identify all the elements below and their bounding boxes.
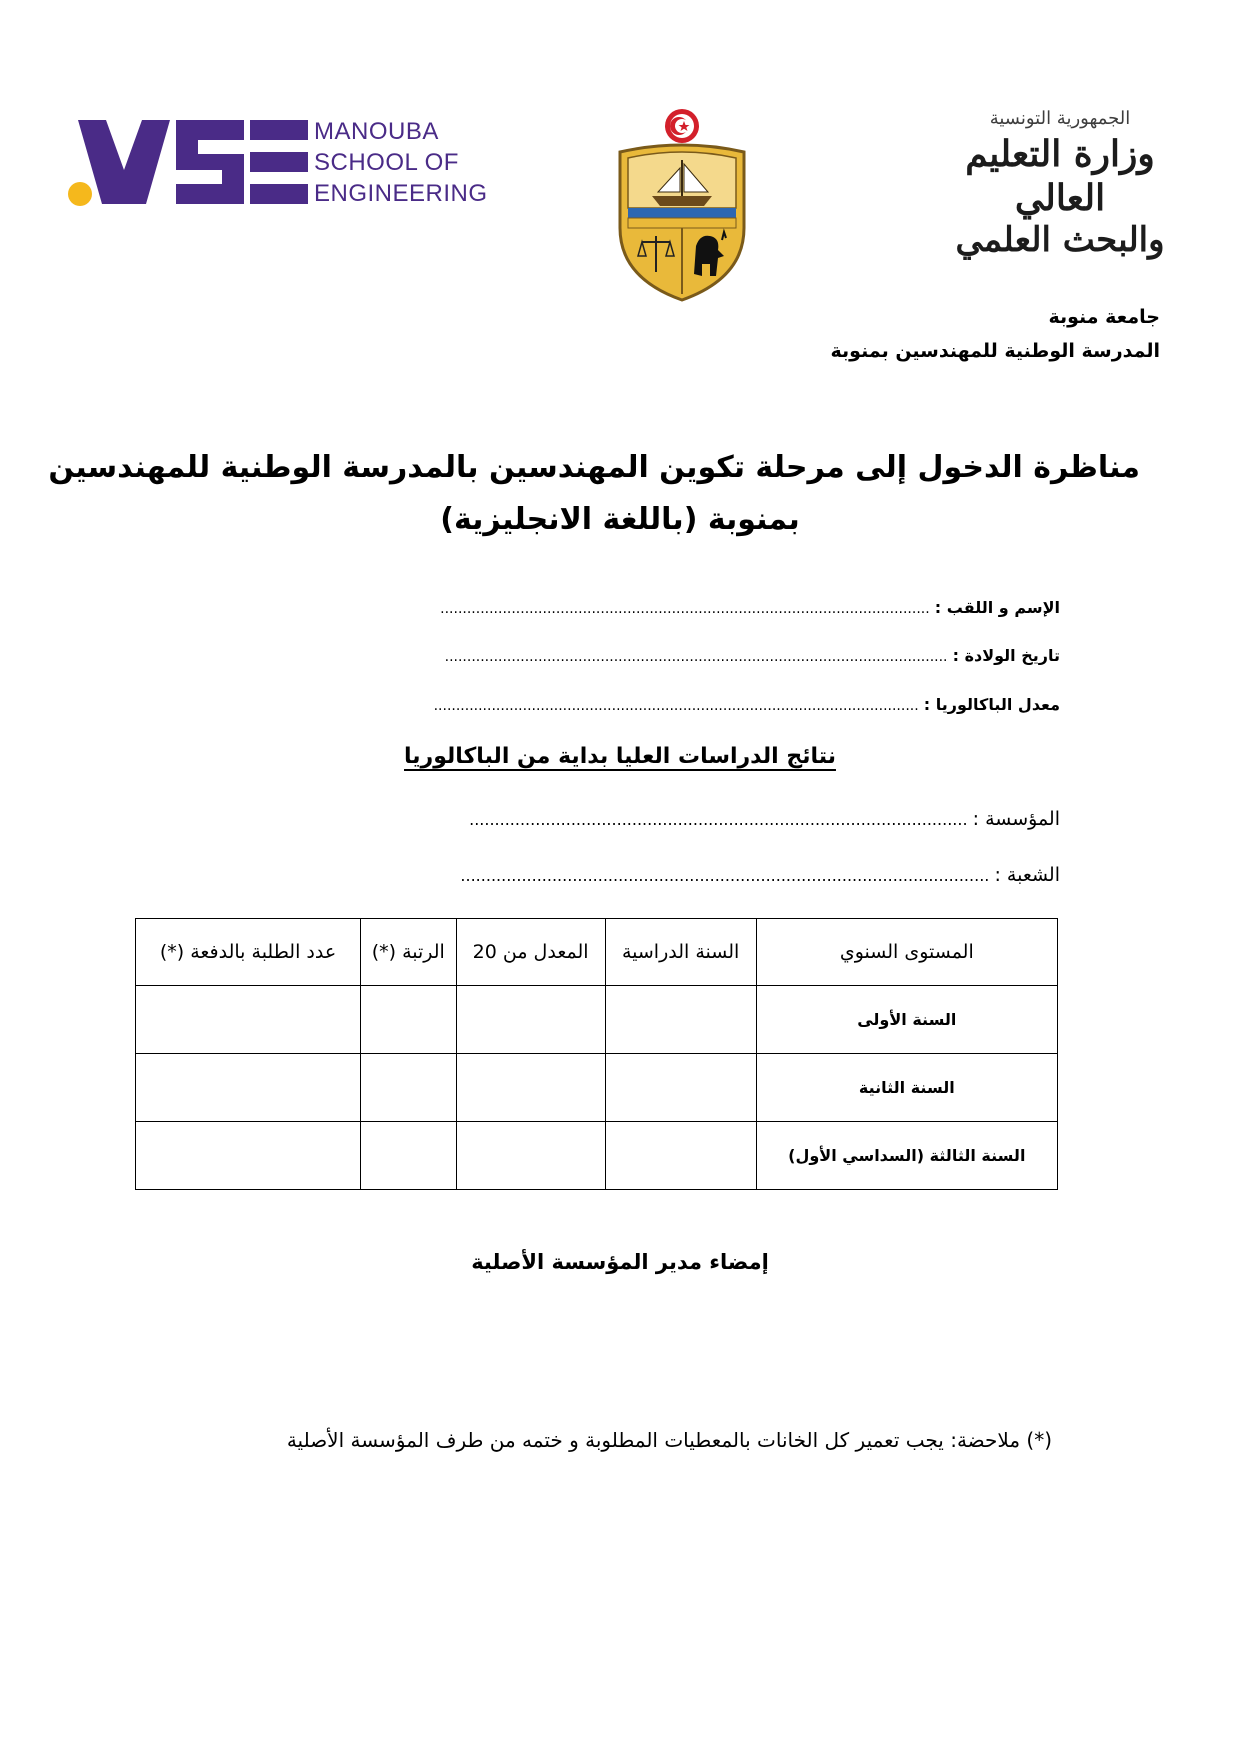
school-name: المدرسة الوطنية للمهندسين بمنوبة bbox=[830, 340, 1160, 362]
bac-average-dots: ............................................................................................................. bbox=[433, 698, 919, 714]
table-row bbox=[136, 986, 1058, 1054]
logo-line-2: SCHOOL OF bbox=[314, 149, 459, 176]
ministry-header bbox=[930, 106, 1190, 276]
name-dots: .............................................................................................................. bbox=[440, 601, 930, 617]
cell-rank[interactable] bbox=[361, 1122, 456, 1190]
name-label: الإسم و اللقب : bbox=[934, 598, 1060, 617]
header-rank: الرتبة (*) bbox=[361, 919, 456, 986]
header-level: المستوى السنوي bbox=[756, 919, 1057, 986]
page-title: مناظرة الدخول إلى مرحلة تكوين المهندسين بالمدرسة الوطنية للمهندسين bbox=[48, 450, 1140, 485]
branch-dots: ........................................................................................................ bbox=[460, 866, 990, 885]
section-heading-text: نتائج الدراسات العليا بداية من الباكالوريا bbox=[404, 744, 836, 769]
header-student-count: عدد الطلبة بالدفعة (*) bbox=[136, 919, 361, 986]
university-name: جامعة منوبة bbox=[1048, 306, 1160, 328]
table-row bbox=[136, 1122, 1058, 1190]
school-logo bbox=[68, 112, 528, 222]
cell-academic-year[interactable] bbox=[605, 986, 756, 1054]
logo-line-3: ENGINEERING bbox=[314, 180, 488, 207]
institution-field[interactable] bbox=[469, 808, 1060, 830]
branch-field[interactable] bbox=[460, 864, 1060, 886]
cell-academic-year[interactable] bbox=[605, 1122, 756, 1190]
row-level: السنة الأولى bbox=[756, 986, 1057, 1054]
bac-average-field[interactable] bbox=[434, 695, 1060, 714]
bac-average-label: معدل الباكالوريا : bbox=[923, 695, 1060, 714]
branch-label: الشعبة : bbox=[994, 864, 1060, 886]
institution-label: المؤسسة : bbox=[972, 808, 1060, 830]
ministry-research: والبحث العلمي bbox=[955, 220, 1165, 260]
cell-academic-year[interactable] bbox=[605, 1054, 756, 1122]
row-level: السنة الثانية bbox=[756, 1054, 1057, 1122]
cell-student-count[interactable] bbox=[136, 1122, 361, 1190]
page-title-line-2: بمنوبة (باللغة الانجليزية) bbox=[440, 502, 800, 537]
tunisia-coat-of-arms-icon bbox=[612, 108, 752, 304]
footnote: (*) ملاحضة: يجب تعمير كل الخانات بالمعطيات المطلوبة و ختمه من طرف المؤسسة الأصلية bbox=[286, 1428, 1052, 1452]
cell-student-count[interactable] bbox=[136, 986, 361, 1054]
section-heading bbox=[100, 744, 1140, 769]
results-table bbox=[135, 918, 1058, 1190]
institution-dots: .................................................................................................. bbox=[469, 810, 968, 829]
birthdate-dots: ................................................................................................................. bbox=[444, 649, 948, 665]
cell-average[interactable] bbox=[456, 1122, 605, 1190]
cell-rank[interactable] bbox=[361, 986, 456, 1054]
ministry-name: وزارة التعليم العالي bbox=[965, 133, 1155, 219]
table-header-row bbox=[136, 919, 1058, 986]
name-field[interactable] bbox=[440, 598, 1060, 617]
signature-label: إمضاء مدير المؤسسة الأصلية bbox=[471, 1250, 769, 1274]
birthdate-field[interactable] bbox=[445, 646, 1060, 665]
cell-student-count[interactable] bbox=[136, 1054, 361, 1122]
cell-rank[interactable] bbox=[361, 1054, 456, 1122]
table-row bbox=[136, 1054, 1058, 1122]
mse-logo-icon bbox=[68, 112, 308, 212]
header-average: المعدل من 20 bbox=[456, 919, 605, 986]
coat-of-arms bbox=[612, 108, 752, 304]
logo-line-1: MANOUBA bbox=[314, 118, 439, 145]
logo-wordmark bbox=[314, 116, 488, 209]
cell-average[interactable] bbox=[456, 1054, 605, 1122]
republic-label: الجمهورية التونسية bbox=[989, 108, 1131, 129]
row-level: السنة الثالثة (السداسي الأول) bbox=[756, 1122, 1057, 1190]
cell-average[interactable] bbox=[456, 986, 605, 1054]
birthdate-label: تاريخ الولادة : bbox=[952, 646, 1060, 665]
header-academic-year: السنة الدراسية bbox=[605, 919, 756, 986]
